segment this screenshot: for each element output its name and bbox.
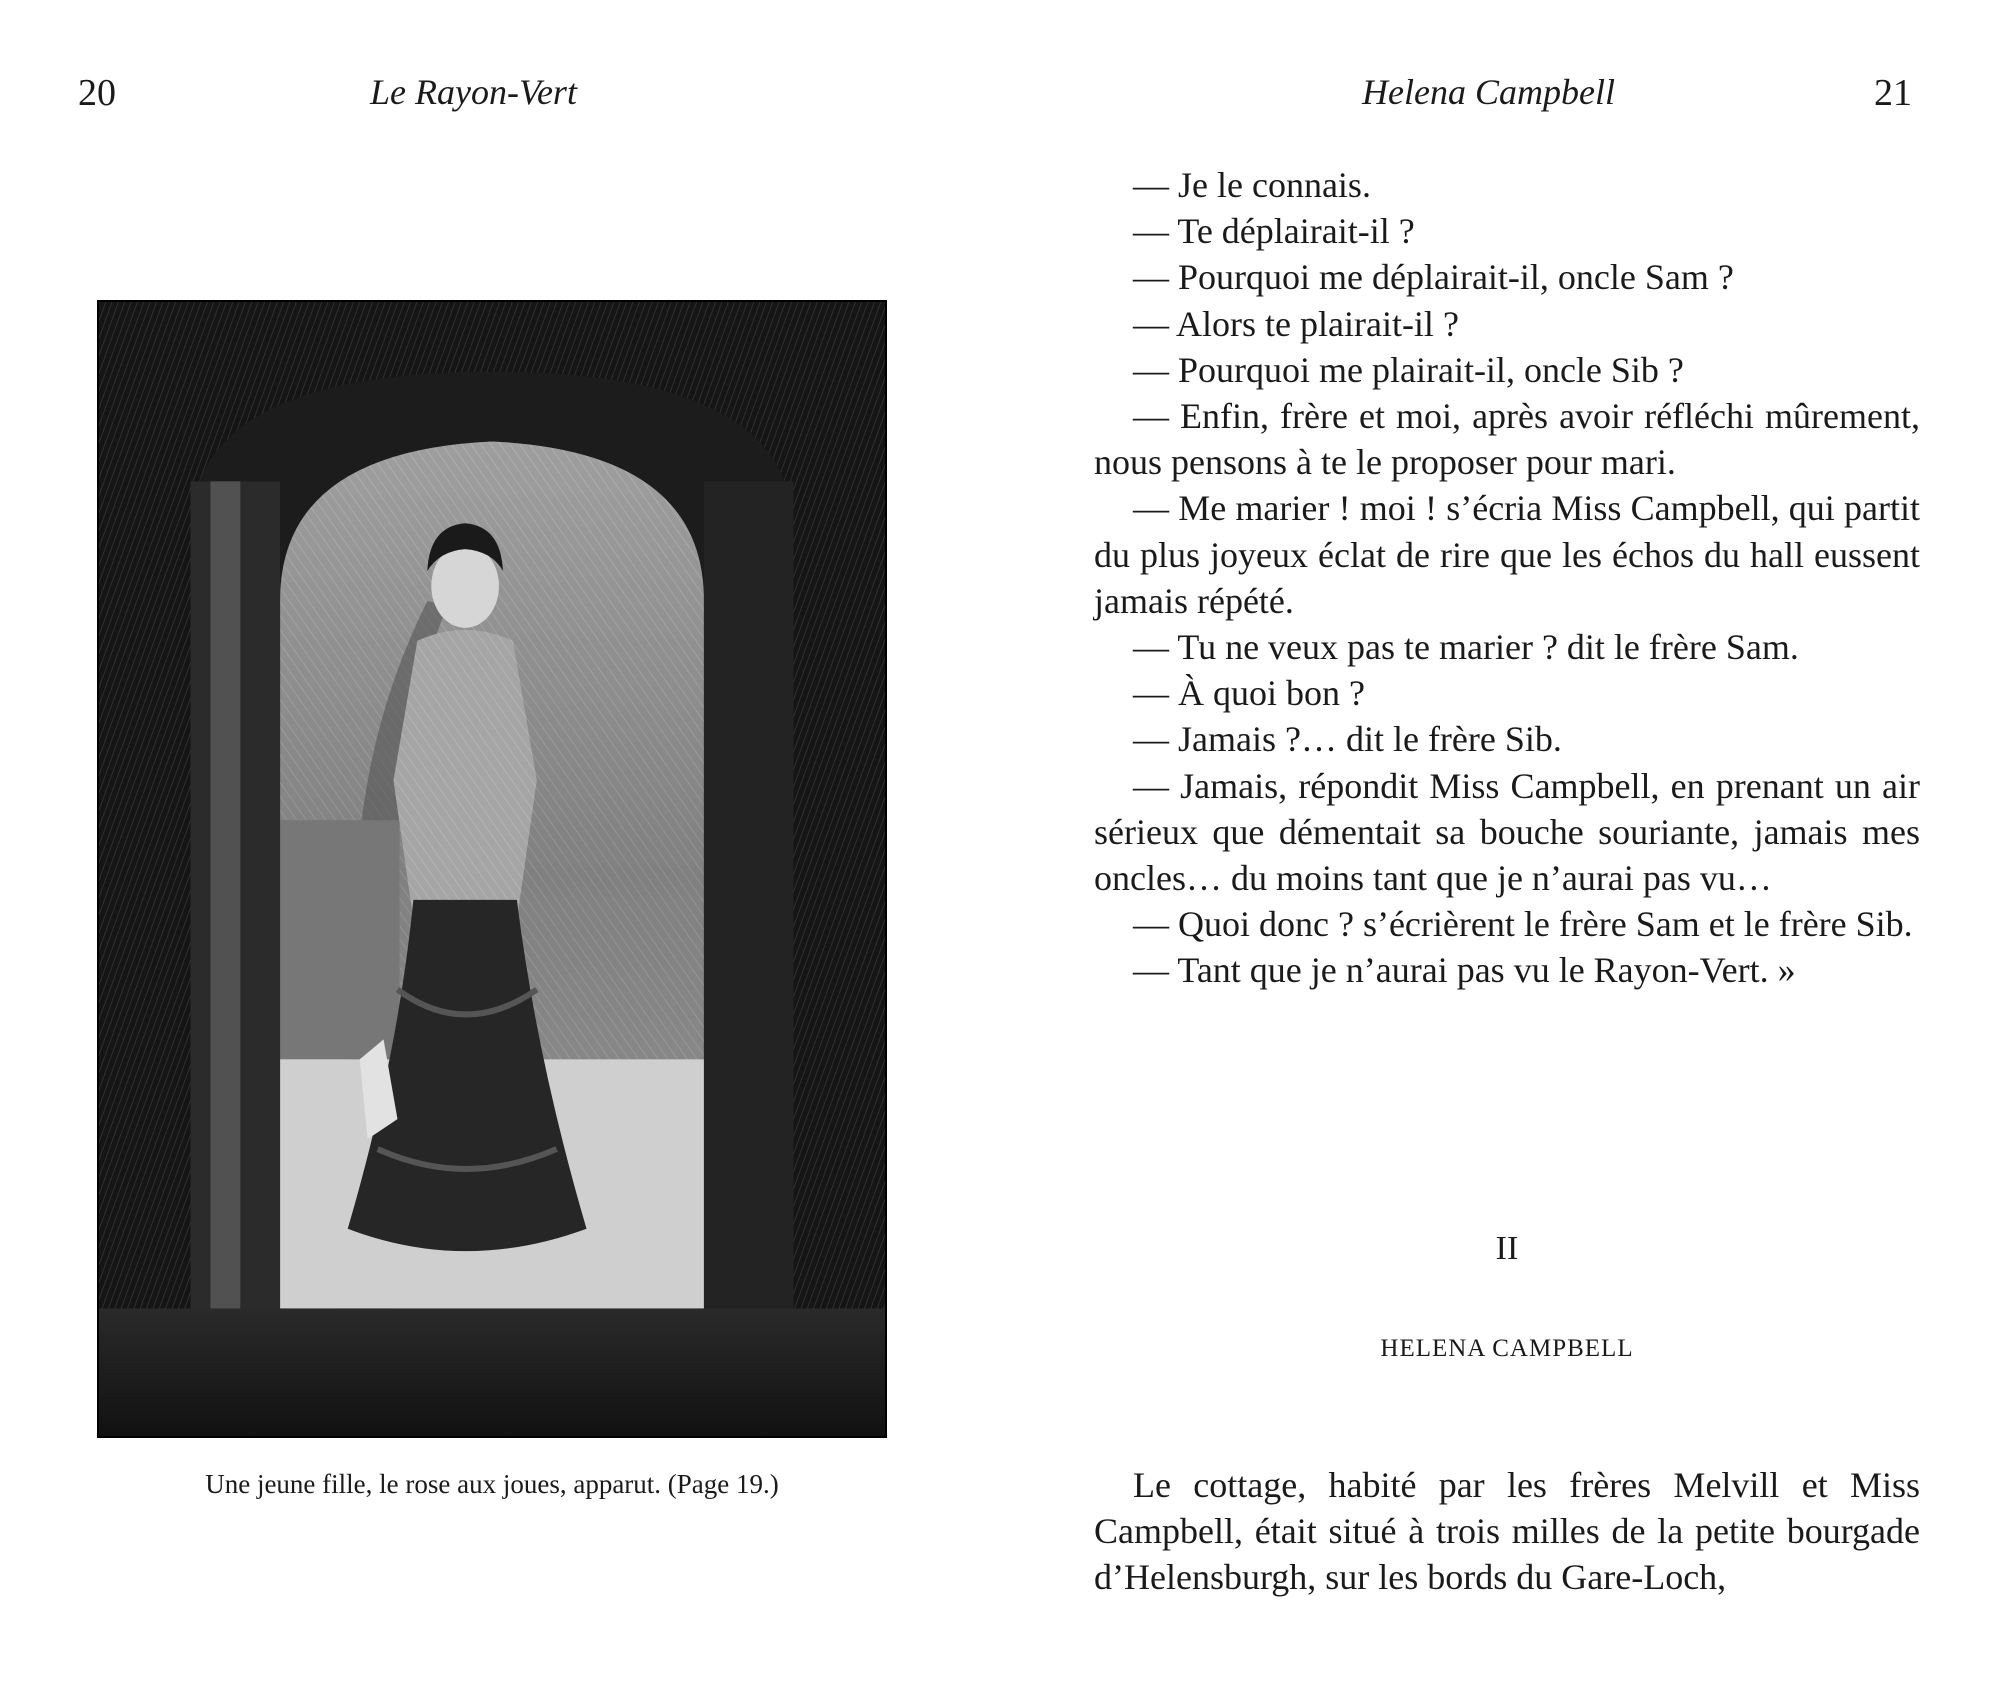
dialogue-line: — Tu ne veux pas te marier ? dit le frère Sam. [1133, 627, 1799, 668]
right-column [704, 481, 794, 1378]
engraving-illustration [99, 302, 885, 1436]
interior-floor [99, 1308, 885, 1436]
dialogue-line: — Enfin, frère et moi, après avoir réfléchi mûrement, nous pensons à te le proposer pour mari. [1094, 396, 1920, 483]
illustration-caption: Une jeune fille, le rose aux joues, apparut. (Page 19.) [205, 1469, 779, 1499]
dialogue-line: — Tant que je n’aurai pas vu le Rayon-Vert. » [1133, 950, 1796, 991]
chapter-paragraph: Le cottage, habité par les frères Melvill et Miss Campbell, était situé à trois milles de la petite bourgade d’Helensburgh, sur les bords du Gare-Loch, [1094, 1465, 1920, 1597]
dialogue-text [1094, 162, 1920, 994]
chapter-title: HELENA CAMPBELL [1380, 1335, 1634, 1362]
dialogue-line: — Jamais, répondit Miss Campbell, en prenant un air sérieux que démentait sa bouche souriante, jamais mes oncles… du moins tant que je n’aurai pas vu… [1094, 765, 1920, 899]
left-page-number: 20 [78, 72, 116, 114]
dialogue-line: — Te déplairait-il ? [1133, 211, 1415, 252]
balustrade [280, 820, 399, 1059]
dialogue-line: — À quoi bon ? [1133, 673, 1365, 714]
dialogue-line: — Je le connais. [1133, 165, 1371, 205]
dialogue-line: — Alors te plairait-il ? [1133, 303, 1459, 344]
dialogue-line: — Jamais ?… dit le frère Sib. [1133, 719, 1562, 760]
right-page-number: 21 [1874, 72, 1912, 114]
left-running-head: Le Rayon-Vert [370, 72, 577, 112]
dialogue-line: — Quoi donc ? s’écrièrent le frère Sam et le frère Sib. [1133, 904, 1913, 945]
dialogue-line: — Pourquoi me plairait-il, oncle Sib ? [1133, 349, 1684, 390]
dialogue-line: — Me marier ! moi ! s’écria Miss Campbell, qui partit du plus joyeux éclat de rire que les échos du hall eussent jamais répété. [1094, 488, 1920, 621]
dialogue-line: — Pourquoi me déplairait-il, oncle Sam ? [1133, 257, 1734, 298]
chapter-opening-text [1094, 1462, 1920, 1600]
right-running-head: Helena Campbell [1362, 72, 1615, 112]
chapter-number: II [1495, 1230, 1519, 1267]
illustration-plate [97, 300, 887, 1438]
